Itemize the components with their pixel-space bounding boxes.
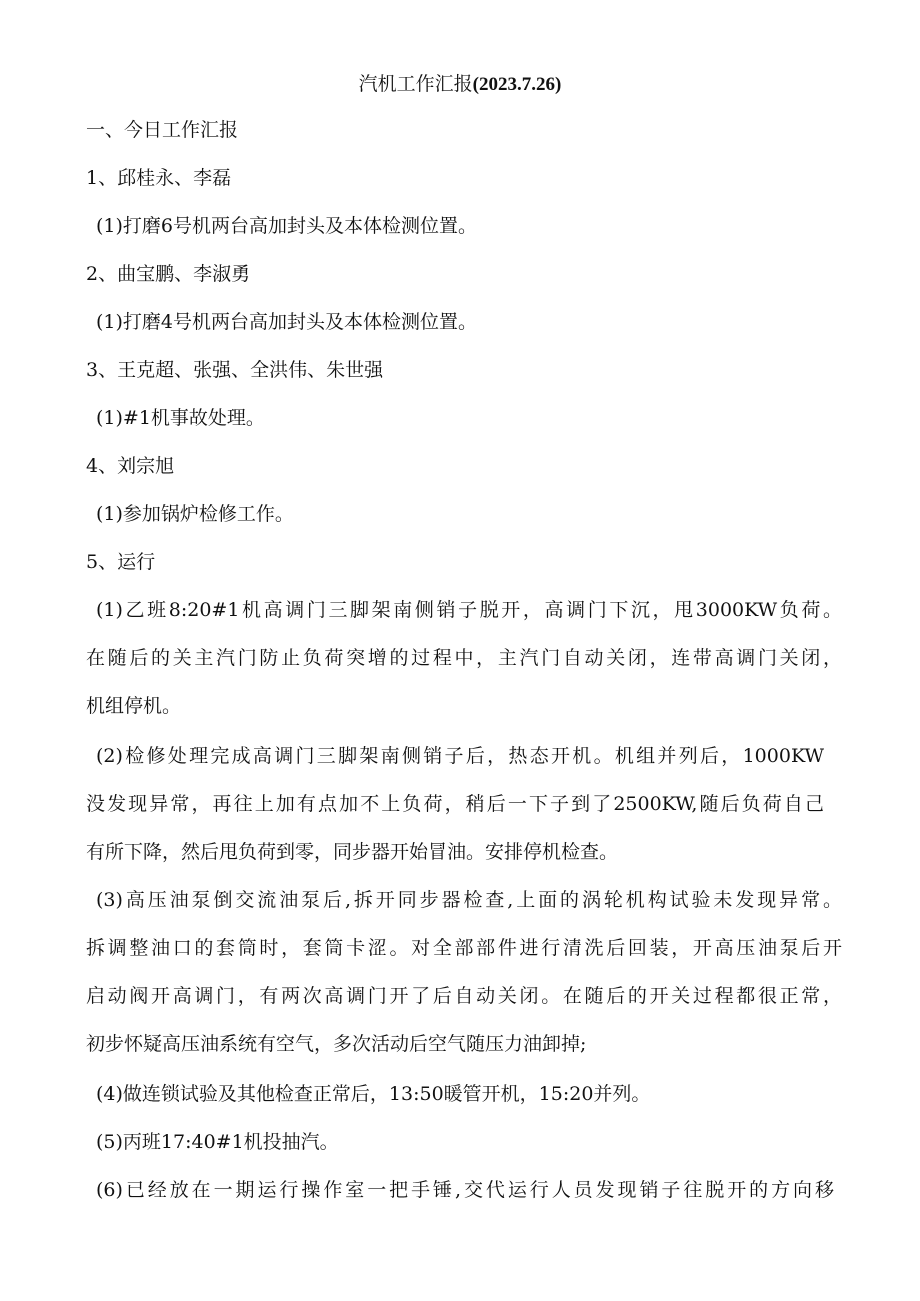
paragraph-3-line-4: 初步怀疑高压油系统有空气，多次活动后空气随压力油卸掉; xyxy=(86,1033,587,1055)
paragraph-3-line-3: 启动阀开高调门，有两次高调门开了后自动关闭。在随后的开关过程都很正常， xyxy=(86,985,842,1007)
paragraph-1-line-1: (1)乙班8:20#1机高调门三脚架南侧销子脱开，高调门下沉，甩3000KW负荷。 xyxy=(96,599,842,621)
group-item-2-1: (1)打磨4号机两台高加封头及本体检测位置。 xyxy=(96,311,478,333)
title-date: (2023.7.26) xyxy=(472,74,562,95)
group-heading-5: 5、运行 xyxy=(86,551,156,573)
paragraph-2-line-3: 有所下降，然后甩负荷到零，同步器开始冒油。安排停机检查。 xyxy=(86,841,619,863)
section-heading: 一、今日工作汇报 xyxy=(86,119,239,141)
group-item-1-1: (1)打磨6号机两台高加封头及本体检测位置。 xyxy=(96,215,478,237)
paragraph-4-line-1: (4)做连锁试验及其他检查正常后，13:50暖管开机，15:20并列。 xyxy=(96,1083,651,1105)
title-text: 汽机工作汇报 xyxy=(358,73,473,95)
group-heading-1: 1、邱桂永、李磊 xyxy=(86,167,232,189)
group-heading-2: 2、曲宝鹏、李淑勇 xyxy=(86,263,251,285)
paragraph-2-line-2: 没发现异常，再往上加有点加不上负荷，稍后一下子到了2500KW,随后负荷自己 xyxy=(86,793,824,815)
paragraph-1-line-3: 机组停机。 xyxy=(86,695,182,717)
group-item-3-1: (1)#1机事故处理。 xyxy=(96,407,265,429)
paragraph-5-line-1: (5)丙班17:40#1机投抽汽。 xyxy=(96,1131,339,1153)
page-title xyxy=(0,70,920,99)
paragraph-1-line-2: 在随后的关主汽门防止负荷突增的过程中，主汽门自动关闭，连带高调门关闭， xyxy=(86,647,842,669)
paragraph-3-line-2: 拆调整油口的套筒时，套筒卡涩。对全部部件进行清洗后回装，开高压油泵后开 xyxy=(86,937,842,959)
group-heading-4: 4、刘宗旭 xyxy=(86,455,175,477)
paragraph-2-line-1: (2)检修处理完成高调门三脚架南侧销子后，热态开机。机组并列后，1000KW xyxy=(96,745,824,767)
paragraph-3-line-1: (3)高压油泵倒交流油泵后,拆开同步器检查,上面的涡轮机构试验未发现异常。 xyxy=(96,889,842,911)
group-item-4-1: (1)参加锅炉检修工作。 xyxy=(96,503,294,525)
group-heading-3: 3、王克超、张强、全洪伟、朱世强 xyxy=(86,359,384,381)
paragraph-6-line-1: (6)已经放在一期运行操作室一把手锤,交代运行人员发现销子往脱开的方向移 xyxy=(96,1179,834,1201)
